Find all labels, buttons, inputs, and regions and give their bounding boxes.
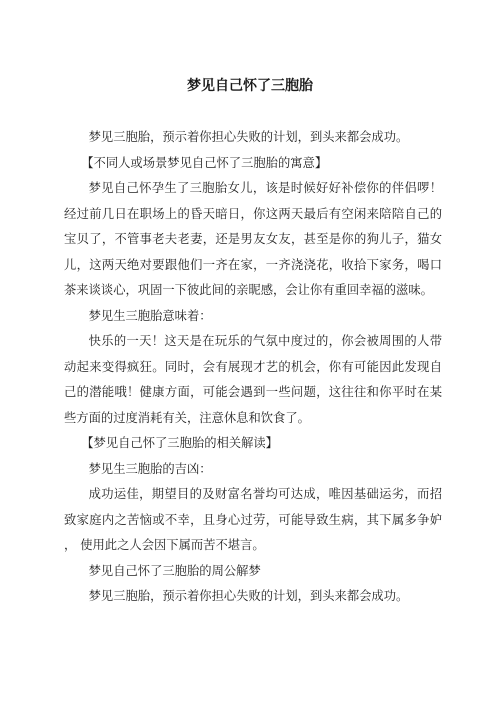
paragraph-subheading-fortune: 梦见生三胞胎的吉凶： bbox=[88, 461, 212, 476]
paragraph-intro: 梦见三胞胎，预示着你担心失败的计划，到头来都会成功。 bbox=[88, 130, 409, 144]
paragraph-subheading-zhougong: 梦见自己怀了三胞胎的周公解梦 bbox=[88, 563, 261, 578]
section-heading-meaning: 【不同人或场景梦见自己怀了三胞胎的寓意】 bbox=[81, 155, 328, 170]
document-body bbox=[64, 125, 442, 610]
paragraph-happy-day: 快乐的一天！这天是在玩乐的气氛中度过的，你会被周围的人带动起来变得疯狂。同时，会有展现才艺的机会，你有可能因此发现自己的潜能哦！健康方面，可能会遇到一些问题，这往往和你平时在某些方面的过度消耗有关，注意休息和饮食了。 bbox=[64, 334, 442, 425]
paragraph-fortune: 成功运佳，期望目的及财富名誉均可达成，唯因基础运劣，而招致家庭内之苦恼或不幸，且身心过劳，可能导致生病，其下属多争妒 ， 使用此之人会因下属而苦不堪言。 bbox=[64, 487, 442, 552]
paragraph-daughters: 梦见自己怀孕生了三胞胎女儿，该是时候好好补偿你的伴侣啰！经过前几日在职场上的昏天暗日，你这两天最后有空闲来陪陪自己的宝贝了，不管事老夫老妻，还是男友女友，甚至是你的狗儿子，猫女儿，这两天绝对要跟他们一齐在家，一齐浇浇花，收拾下家务，喝口茶来谈谈心，巩固一下彼此间的亲昵感，会让你有重回幸福的滋味。 bbox=[64, 181, 442, 297]
section-heading-interpretation: 【梦见自己怀了三胞胎的相关解读】 bbox=[81, 436, 278, 450]
paragraph-subheading-meaning: 梦见生三胞胎意味着： bbox=[88, 308, 212, 323]
document-title: 梦见自己怀了三胞胎 bbox=[187, 78, 313, 94]
paragraph-closing: 梦见三胞胎，预示着你担心失败的计划，到头来都会成功。 bbox=[88, 589, 409, 603]
